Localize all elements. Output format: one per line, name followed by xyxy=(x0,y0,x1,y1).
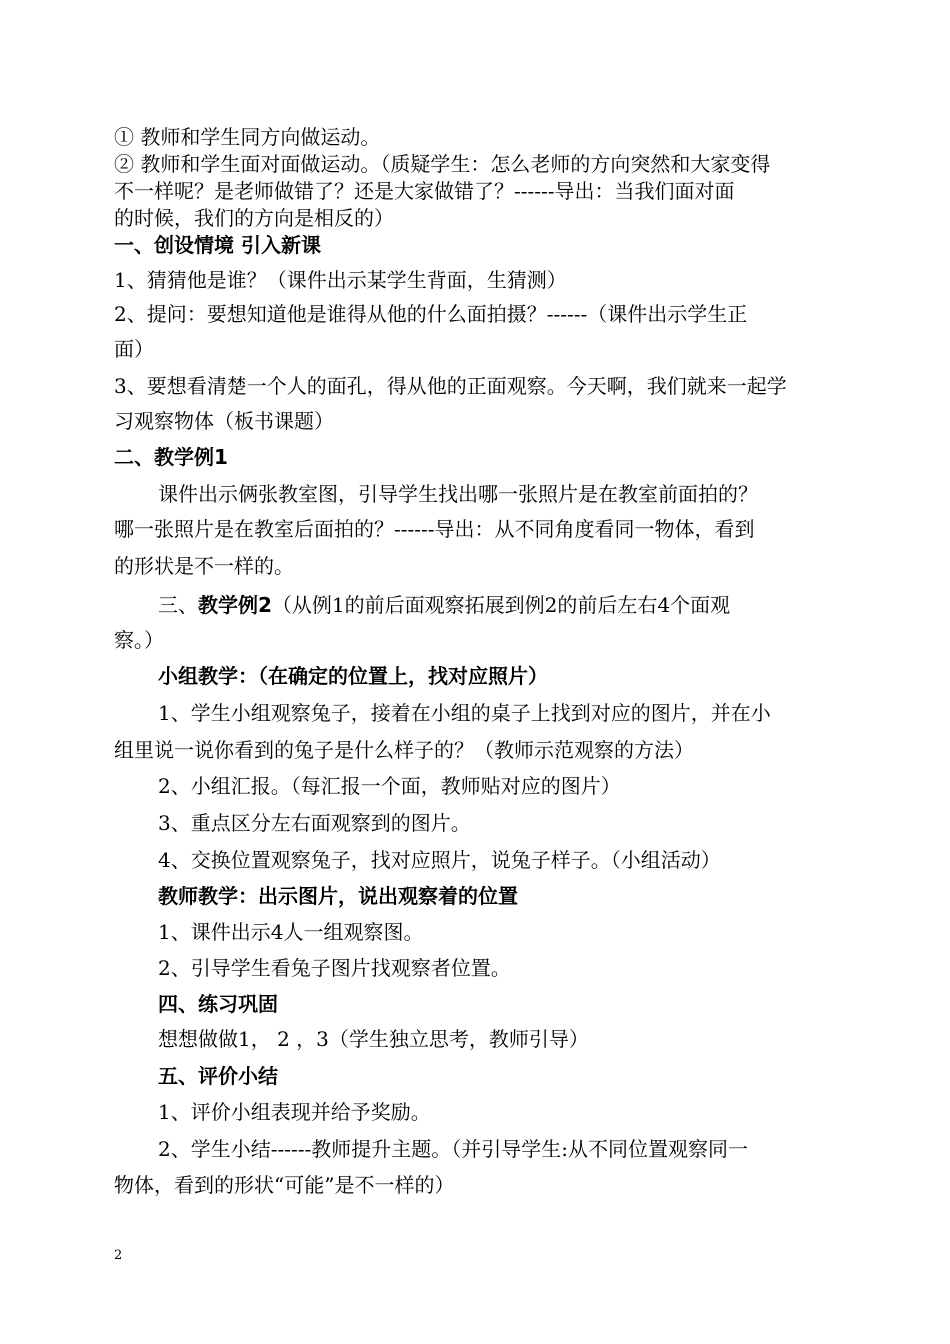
text-line: 3、要想看清楚一个人的面孔，得从他的正面观察。今天啊，我们就来一起学 xyxy=(114,374,787,398)
text-line: 2、学生小结------教师提升主题。（并引导学生:从不同位置观察同一 xyxy=(158,1137,749,1161)
text-line: ② 教师和学生面对面做运动。（质疑学生：怎么老师的方向突然和大家变得 xyxy=(114,152,771,176)
section-prefix: 三、 xyxy=(158,593,198,617)
section-heading: 五、评价小结 xyxy=(158,1064,278,1088)
text-line: 想想做做1， 2 ，3（学生独立思考，教师引导） xyxy=(158,1027,589,1051)
text-line: 的形状是不一样的。 xyxy=(114,554,294,578)
text-line: 1、学生小组观察兔子，接着在小组的桌子上找到对应的图片，并在小 xyxy=(158,701,771,725)
section-heading-inline: 教学例2 xyxy=(198,593,272,617)
text-line: 2、小组汇报。（每汇报一个面，教师贴对应的图片） xyxy=(158,774,621,798)
section-note: （从例1的前后面观察拓展到例2的前后左右4个面观 xyxy=(271,593,731,617)
section-heading: 四、练习巩固 xyxy=(158,992,278,1016)
text-line: 2、提问：要想知道他是谁得从他的什么面拍摄？------（课件出示学生正 xyxy=(114,302,748,326)
subsection-heading: 小组教学：（在确定的位置上，找对应照片） xyxy=(158,664,548,688)
text-line: 课件出示俩张教室图，引导学生找出哪一张照片是在教室前面拍的？ xyxy=(158,482,758,506)
text-line: 3、重点区分左右面观察到的图片。 xyxy=(158,811,471,835)
text-line: 4、交换位置观察兔子，找对应照片，说兔子样子。（小组活动） xyxy=(158,848,721,872)
text-line xyxy=(158,592,730,618)
section-heading: 一、创设情境 引入新课 xyxy=(114,233,321,257)
page-number: 2 xyxy=(114,1248,123,1263)
text-line: 察。） xyxy=(114,628,164,652)
text-line: 物体，看到的形状“可能”是不一样的） xyxy=(114,1173,455,1197)
text-line: 的时候，我们的方向是相反的） xyxy=(114,206,394,230)
text-line: 2、引导学生看兔子图片找观察者位置。 xyxy=(158,956,511,980)
text-line: 哪一张照片是在教室后面拍的？------导出：从不同角度看同一物体，看到 xyxy=(114,517,755,541)
text-line: ① 教师和学生同方向做运动。 xyxy=(114,125,381,149)
section-heading: 二、教学例1 xyxy=(114,445,228,469)
text-line: 习观察物体（板书课题） xyxy=(114,409,334,433)
text-line: 组里说一说你看到的兔子是什么样子的？（教师示范观察的方法） xyxy=(114,738,694,762)
text-line: 1、猜猜他是谁？（课件出示某学生背面，生猜测） xyxy=(114,268,567,292)
subsection-heading: 教师教学：出示图片，说出观察着的位置 xyxy=(158,884,518,908)
text-line: 1、评价小组表现并给予奖励。 xyxy=(158,1100,431,1124)
text-line: 不一样呢？是老师做错了？还是大家做错了？------导出：当我们面对面 xyxy=(114,179,735,203)
text-line: 面） xyxy=(114,337,154,361)
text-line: 1、课件出示4人一组观察图。 xyxy=(158,920,424,944)
